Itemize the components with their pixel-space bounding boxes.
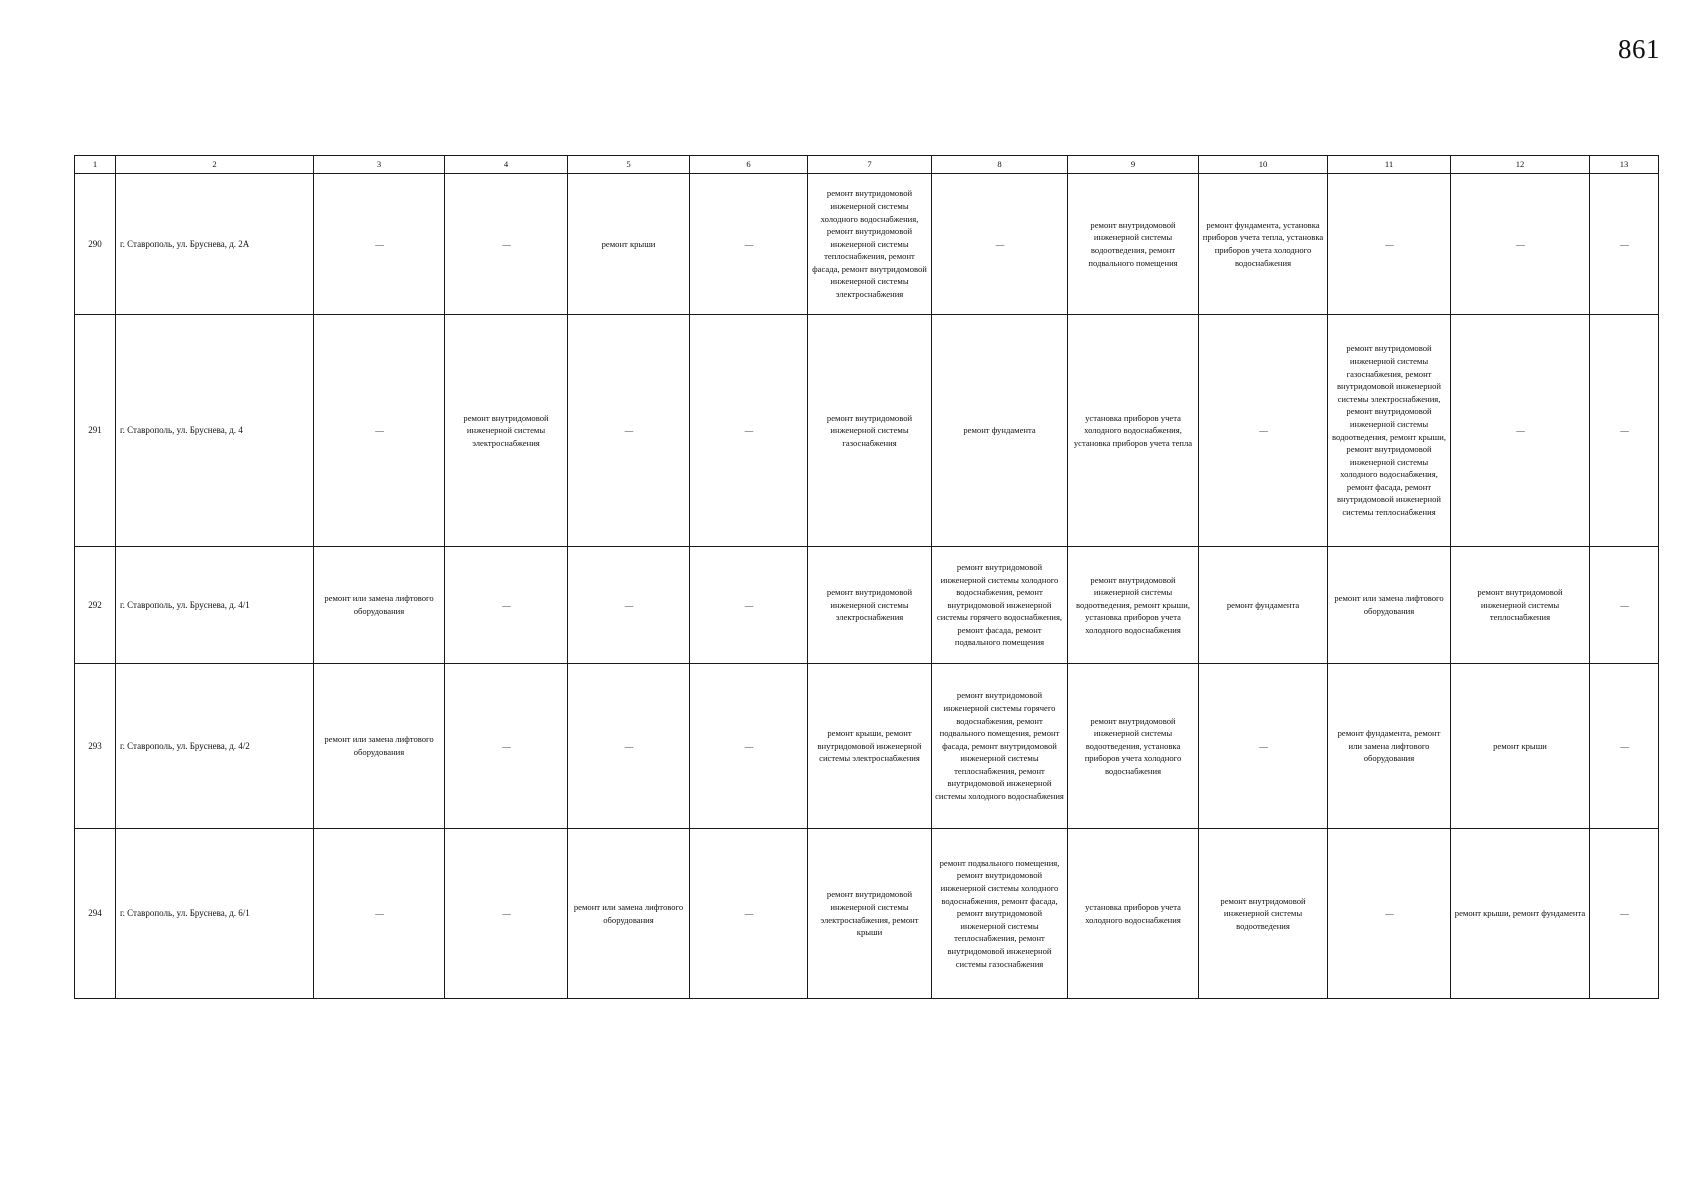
table-cell: ремонт фундамента, установка приборов учета тепла, установка приборов учета холодного водоснабжения [1199,174,1328,315]
address-cell: г. Ставрополь, ул. Бруснева, д. 4/2 [116,664,314,829]
table-cell: — [690,664,808,829]
address-cell: г. Ставрополь, ул. Бруснева, д. 6/1 [116,829,314,999]
table-cell: — [1590,829,1659,999]
header-cell: 3 [314,156,445,174]
header-cell: 4 [445,156,568,174]
table-row [75,664,1659,829]
table-cell: — [445,664,568,829]
table-cell: — [1328,829,1451,999]
table-cell: ремонт фундамента [932,315,1068,547]
address-cell: г. Ставрополь, ул. Бруснева, д. 4 [116,315,314,547]
header-cell: 10 [1199,156,1328,174]
table-cell: — [690,829,808,999]
table-row [75,829,1659,999]
table-cell: ремонт или замена лифтового оборудования [314,664,445,829]
table-cell: ремонт внутридомовой инженерной системы электроснабжения, ремонт крыши [808,829,932,999]
header-cell: 13 [1590,156,1659,174]
header-cell: 7 [808,156,932,174]
table-cell: ремонт внутридомовой инженерной системы электроснабжения [808,547,932,664]
table-cell: ремонт внутридомовой инженерной системы газоснабжения, ремонт внутридомовой инженерной системы электроснабжения, ремонт внутридомовой инженерной системы водоотведения, ремонт крыши, ремонт внутридомовой инженерной системы холодного водоснабжения, ремонт фасада, ремонт внутридомовой инженерной системы теплоснабжения [1328,315,1451,547]
table-cell: ремонт внутридомовой инженерной системы холодного водоснабжения, ремонт внутридомовой инженерной системы горячего водоснабжения, ремонт фасада, ремонт подвального помещения [932,547,1068,664]
row-number: 293 [75,664,116,829]
table-cell: ремонт внутридомовой инженерной системы водоотведения [1199,829,1328,999]
row-number: 292 [75,547,116,664]
header-cell: 2 [116,156,314,174]
table-cell: — [568,664,690,829]
table-cell: ремонт фундамента [1199,547,1328,664]
table-cell: ремонт или замена лифтового оборудования [314,547,445,664]
table-cell: ремонт внутридомовой инженерной системы водоотведения, ремонт крыши, установка приборов учета холодного водоснабжения [1068,547,1199,664]
table-row [75,547,1659,664]
row-number: 294 [75,829,116,999]
table-cell: — [568,315,690,547]
table-cell: — [690,174,808,315]
table-cell: ремонт внутридомовой инженерной системы теплоснабжения [1451,547,1590,664]
header-cell: 11 [1328,156,1451,174]
header-cell: 6 [690,156,808,174]
table-row [75,315,1659,547]
table-cell: ремонт крыши, ремонт фундамента [1451,829,1590,999]
table-cell: ремонт подвального помещения, ремонт внутридомовой инженерной системы холодного водоснабжения, ремонт фасада, ремонт внутридомовой инженерной системы теплоснабжения, ремонт внутридомовой инженерной системы газоснабжения [932,829,1068,999]
table-cell: ремонт крыши, ремонт внутридомовой инженерной системы электроснабжения [808,664,932,829]
table-cell: ремонт внутридомовой инженерной системы водоотведения, ремонт подвального помещения [1068,174,1199,315]
repair-schedule-table [74,155,1659,999]
table-cell: — [932,174,1068,315]
table-cell: установка приборов учета холодного водоснабжения [1068,829,1199,999]
table-cell: — [1590,664,1659,829]
table-cell: ремонт фундамента, ремонт или замена лифтового оборудования [1328,664,1451,829]
table-cell: — [314,315,445,547]
table-cell: — [445,547,568,664]
address-cell: г. Ставрополь, ул. Бруснева, д. 2А [116,174,314,315]
table-cell: — [445,174,568,315]
table-cell: ремонт внутридомовой инженерной системы горячего водоснабжения, ремонт подвального помещения, ремонт фасада, ремонт внутридомовой инженерной системы теплоснабжения, ремонт внутридомовой инженерной системы холодного водоснабжения [932,664,1068,829]
table-cell: — [1590,174,1659,315]
table-cell: ремонт внутридомовой инженерной системы холодного водоснабжения, ремонт внутридомовой инженерной системы теплоснабжения, ремонт фасада, ремонт внутридомовой инженерной системы электроснабжения [808,174,932,315]
table-cell: — [1328,174,1451,315]
table-cell: — [1451,174,1590,315]
table-cell: ремонт внутридомовой инженерной системы электроснабжения [445,315,568,547]
table-row [75,174,1659,315]
header-cell: 8 [932,156,1068,174]
table-cell: — [1590,547,1659,664]
header-cell: 1 [75,156,116,174]
table-cell: — [690,315,808,547]
table-cell: — [568,547,690,664]
table-cell: — [690,547,808,664]
table-cell: установка приборов учета холодного водоснабжения, установка приборов учета тепла [1068,315,1199,547]
address-cell: г. Ставрополь, ул. Бруснева, д. 4/1 [116,547,314,664]
table-cell: ремонт крыши [1451,664,1590,829]
table-cell: ремонт или замена лифтового оборудования [568,829,690,999]
header-cell: 12 [1451,156,1590,174]
row-number: 291 [75,315,116,547]
table-cell: — [314,829,445,999]
page-number: 861 [1618,34,1660,64]
table-cell: — [314,174,445,315]
header-cell: 9 [1068,156,1199,174]
table-cell: ремонт крыши [568,174,690,315]
table-cell: ремонт внутридомовой инженерной системы водоотведения, установка приборов учета холодного водоснабжения [1068,664,1199,829]
table-cell: ремонт или замена лифтового оборудования [1328,547,1451,664]
row-number: 290 [75,174,116,315]
table-cell: — [1590,315,1659,547]
table-cell: ремонт внутридомовой инженерной системы газоснабжения [808,315,932,547]
table-cell: — [1451,315,1590,547]
header-row [75,156,1659,174]
table-cell: — [1199,664,1328,829]
header-cell: 5 [568,156,690,174]
table-cell: — [1199,315,1328,547]
table-cell: — [445,829,568,999]
